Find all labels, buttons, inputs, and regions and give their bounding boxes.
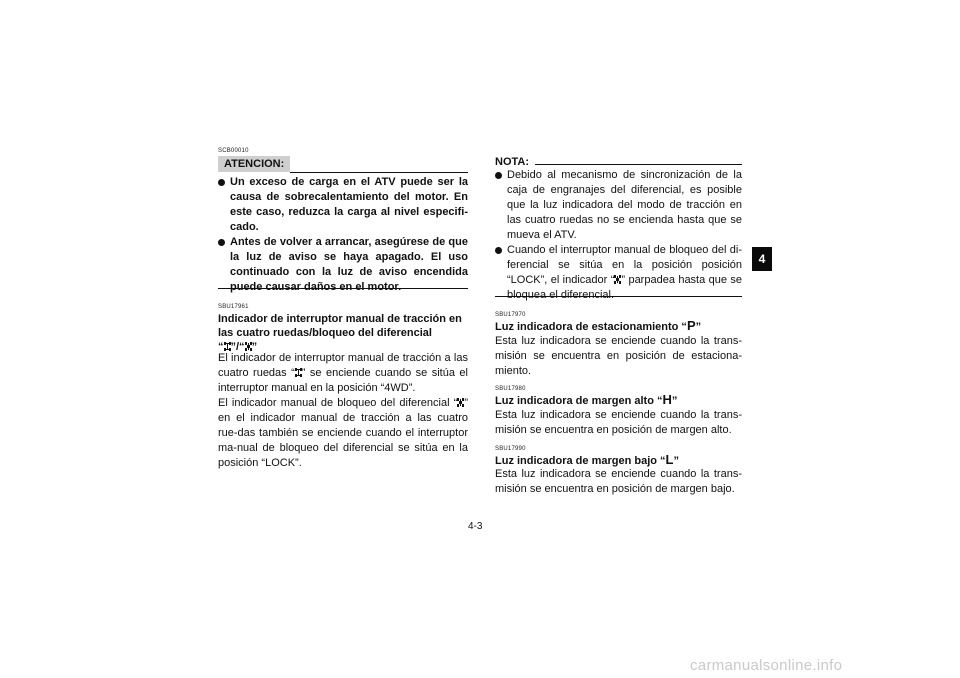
4wd-indicator-icon [295, 368, 302, 377]
watermark: carmanualsonline.info [690, 657, 843, 674]
nota-item: Debido al mecanismo de sincronización de la caja de engranajes del diferencial, es posible que la luz indicadora del modo de tracción en las cuatro ruedas no se encienda hasta que se mueva el ATV. [495, 168, 742, 243]
section-text-parking: Esta luz indicadora se enciende cuando la trans-misión se encuentra en posición de estaciona-miento. [495, 335, 742, 377]
bullet-dot-icon [218, 239, 225, 246]
caution-label: ATENCION: [218, 156, 290, 172]
section-code: SBU17970 [495, 312, 526, 318]
page-number: 4-3 [468, 521, 483, 532]
bullet-dot-icon [495, 172, 502, 179]
caution-item: Antes de volver a arrancar, asegúrese de que la luz de aviso se haya apagado. El uso continuado con la luz de aviso encendida puede causar daños en el motor. [218, 235, 468, 295]
4wd-indicator-icon [224, 342, 231, 351]
high-range-indicator-icon: H [662, 392, 672, 407]
bullet-dot-icon [495, 247, 502, 254]
parking-indicator-icon: P [686, 318, 696, 333]
low-range-indicator-icon: L [665, 452, 674, 467]
nota-top-rule [535, 164, 742, 165]
bullet-dot-icon [218, 179, 225, 186]
caution-top-rule [290, 172, 468, 173]
caution-code: SCB00010 [218, 148, 249, 154]
section-paragraph-2: El indicador manual de bloqueo del diferencial “ ” en el indicador manual de tracción a las cuatro rue-das también se enciende cuando el interruptor ma-nual de bloqueo del diferencial se sitúa en la posición “LOCK”. [218, 397, 468, 469]
section-title-symbols: “ ”/“ ” [218, 341, 258, 353]
nota-item: Cuando el interruptor manual de bloqueo del di-ferencial se sitúa en la posición posición “LOCK”, el indicador “ ” parpadea hasta que se bloquea el diferencial. [495, 243, 742, 303]
chapter-tab: 4 [752, 247, 772, 271]
section-paragraph-1: El indicador de interruptor manual de tracción a las cuatro ruedas “ ” se enciende cuando se sitúa el interruptor manual en la posición “4WD”. [218, 352, 468, 394]
section-text-high: Esta luz indicadora se enciende cuando la trans-misión se encuentra en posición de margen alto. [495, 409, 742, 436]
diff-lock-indicator-icon [245, 342, 252, 351]
nota-bottom-rule [495, 296, 742, 297]
section-title: Indicador de interruptor manual de tracción en las cuatro ruedas/bloqueo del diferencial “ ”/“ ” [218, 312, 468, 354]
section-text-low: Esta luz indicadora se enciende cuando la trans-misión se encuentra en posición de margen bajo. [495, 468, 742, 495]
nota-label: NOTA: [495, 156, 530, 168]
caution-item: Un exceso de carga en el ATV puede ser la causa de sobrecalentamiento del motor. En este caso, reduzca la carga al nivel especifi-cado. [218, 175, 468, 235]
section-title-high: Luz indicadora de margen alto “H” [495, 392, 678, 407]
section-title-low: Luz indicadora de margen bajo “L” [495, 452, 679, 467]
section-title-parking: Luz indicadora de estacionamiento “P” [495, 318, 702, 333]
caution-bottom-rule [218, 288, 468, 289]
section-code: SBU17980 [495, 386, 526, 392]
nota-list [495, 168, 742, 303]
section-code: SBU17961 [218, 304, 249, 310]
section-code: SBU17990 [495, 446, 526, 452]
caution-list [218, 175, 468, 295]
